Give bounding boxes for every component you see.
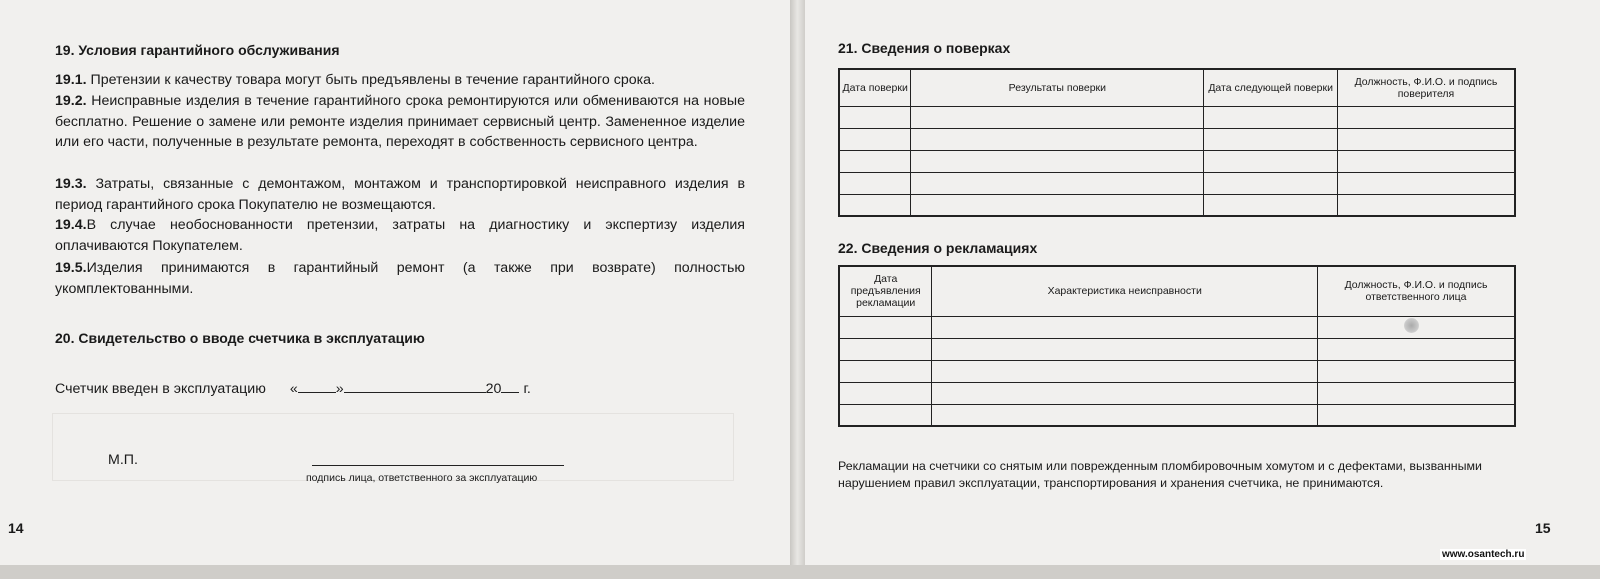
table-cell[interactable] (932, 338, 1318, 360)
signature-caption: подпись лица, ответственного за эксплуатацию (306, 472, 538, 484)
column-header: Дата поверки (839, 69, 911, 106)
commission-label: Счетчик введен в эксплуатацию (55, 381, 266, 397)
table-header-row (839, 69, 1515, 106)
table-row (839, 150, 1515, 172)
book-spine (790, 0, 805, 579)
table-row (839, 338, 1515, 360)
table-row (839, 106, 1515, 128)
clause-number: 19.1. (55, 72, 87, 88)
table-cell[interactable] (1337, 150, 1515, 172)
table-cell[interactable] (1337, 172, 1515, 194)
table-cell[interactable] (839, 316, 932, 338)
table-cell[interactable] (932, 316, 1318, 338)
table-cell[interactable] (839, 338, 932, 360)
table-row (839, 382, 1515, 404)
table-cell[interactable] (839, 106, 911, 128)
clause-19-4 (55, 215, 745, 256)
table-cell[interactable] (1318, 404, 1515, 426)
table-cell[interactable] (839, 382, 932, 404)
clause-number: 19.5. (55, 260, 87, 276)
clause-number: 19.4. (55, 217, 87, 233)
clause-19-5 (55, 258, 745, 299)
signature-field[interactable] (312, 465, 564, 466)
table-row (839, 404, 1515, 426)
table-cell[interactable] (911, 150, 1204, 172)
table-cell[interactable] (1337, 106, 1515, 128)
year-prefix: 20 (485, 381, 502, 397)
clause-19-1 (55, 70, 745, 91)
table-cell[interactable] (1318, 382, 1515, 404)
table-row (839, 360, 1515, 382)
commission-line (55, 378, 531, 397)
year-suffix: г. (523, 381, 531, 397)
column-header: Результаты поверки (911, 69, 1204, 106)
ink-smudge (1404, 318, 1419, 333)
table-row (839, 172, 1515, 194)
table-cell[interactable] (911, 106, 1204, 128)
column-header: Должность, Ф.И.О. и подпись поверителя (1337, 69, 1515, 106)
table-cell[interactable] (1204, 150, 1338, 172)
clause-text: Изделия принимаются в гарантийный ремонт (а также при возврате) полностью укомплектованными. (55, 260, 745, 297)
year-field[interactable] (501, 378, 519, 393)
column-header: Характеристика неисправности (932, 266, 1318, 316)
table-cell[interactable] (1204, 172, 1338, 194)
section-19-heading: 19. Условия гарантийного обслуживания (55, 42, 340, 58)
quote-close: » (335, 381, 344, 397)
section-21-heading: 21. Сведения о поверках (838, 40, 1011, 56)
table-cell[interactable] (839, 172, 911, 194)
page-number-right: 15 (1535, 520, 1551, 536)
clause-number: 19.2. (55, 93, 87, 109)
quote-open: « (289, 381, 298, 397)
column-header: Дата предъявления рекламации (839, 266, 932, 316)
section-22-heading: 22. Сведения о рекламациях (838, 240, 1038, 256)
page-number-left: 14 (8, 520, 24, 536)
day-field[interactable] (298, 378, 336, 393)
column-header: Дата следующей поверки (1204, 69, 1338, 106)
clause-text: Неисправные изделия в течение гарантийного срока ремонтируются или обмениваются на новые бесплатно. Решение о замене или ремонте изделия принимает сервисный центр. Замененное изделие или его части, полученные в результате ремонта, переходят в собственность сервисного центра. (55, 93, 745, 150)
month-field[interactable] (344, 378, 486, 393)
page-left (0, 0, 790, 565)
bleed-through-box (52, 413, 734, 481)
clause-text: В случае необоснованности претензии, затраты на диагностику и экспертизу изделия оплачиваются Покупателем. (55, 217, 745, 254)
table-cell[interactable] (839, 194, 911, 216)
clause-19-2 (55, 91, 745, 153)
table-cell[interactable] (1318, 338, 1515, 360)
table-cell[interactable] (839, 360, 932, 382)
table-row (839, 128, 1515, 150)
table-cell[interactable] (1204, 128, 1338, 150)
table-cell[interactable] (932, 404, 1318, 426)
stamp-label: М.П. (108, 452, 138, 468)
table-header-row (839, 266, 1515, 316)
clause-text: Затраты, связанные с демонтажом, монтажом и транспортировкой неисправного изделия в период гарантийного срока Покупателю не возмещаются. (55, 176, 745, 213)
table-cell[interactable] (911, 172, 1204, 194)
table-cell[interactable] (1204, 194, 1338, 216)
table-cell[interactable] (1337, 194, 1515, 216)
claims-table (838, 265, 1516, 427)
clause-text: Претензии к качеству товара могут быть предъявлены в течение гарантийного срока. (86, 72, 655, 88)
table-cell[interactable] (839, 128, 911, 150)
table-cell[interactable] (1318, 360, 1515, 382)
section-20-heading: 20. Свидетельство о вводе счетчика в эксплуатацию (55, 330, 425, 346)
table-cell[interactable] (1337, 128, 1515, 150)
table-cell[interactable] (932, 382, 1318, 404)
table-cell[interactable] (839, 150, 911, 172)
table-cell[interactable] (1204, 106, 1338, 128)
site-watermark: www.osantech.ru (1442, 549, 1525, 560)
table-cell[interactable] (911, 128, 1204, 150)
table-cell[interactable] (932, 360, 1318, 382)
claims-footer-note: Рекламации на счетчики со снятым или поврежденным пломбировочным хомутом и с дефектами, вызванными нарушением правил эксплуатации, транспортирования и хранения счетчика, не принимаются. (838, 459, 1482, 490)
page-bottom-edge (0, 565, 1600, 579)
verification-table (838, 68, 1516, 217)
table-cell[interactable] (839, 404, 932, 426)
clause-19-3 (55, 174, 745, 215)
table-row (839, 194, 1515, 216)
clause-number: 19.3. (55, 176, 87, 192)
column-header: Должность, Ф.И.О. и подпись ответственного лица (1318, 266, 1515, 316)
table-cell[interactable] (911, 194, 1204, 216)
